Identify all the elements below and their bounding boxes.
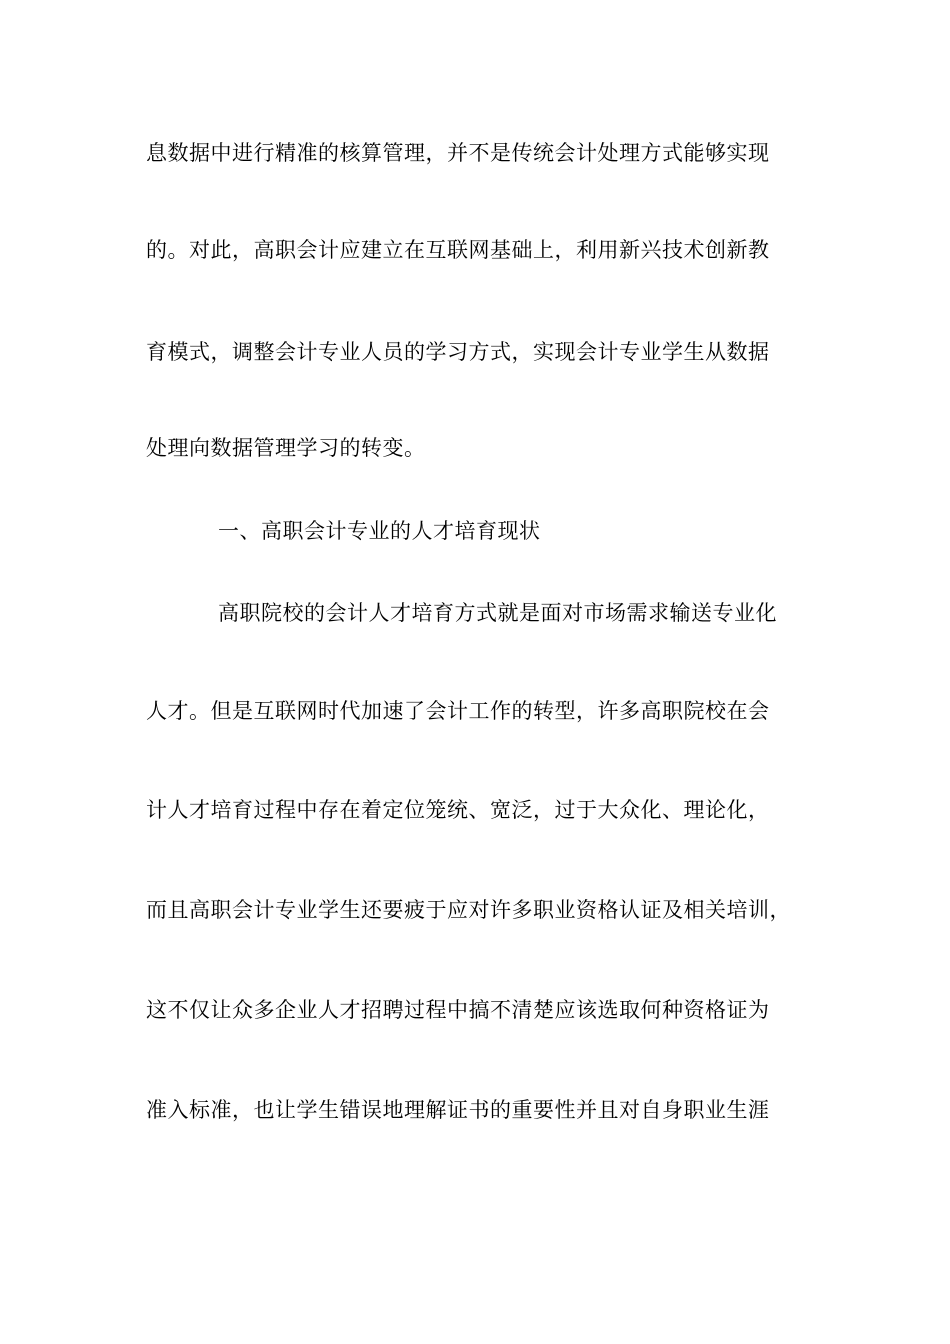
paragraph-line: 息数据中进行精准的核算管理，并不是传统会计处理方式能够实现 [146, 141, 770, 165]
paragraph-line: 的。对此，高职会计应建立在互联网基础上，利用新兴技术创新教 [146, 238, 770, 262]
paragraph-line: 育模式，调整会计专业人员的学习方式，实现会计专业学生从数据 [146, 340, 770, 364]
paragraph-line: 计人才培育过程中存在着定位笼统、宽泛，过于大众化、理论化， [146, 798, 770, 822]
paragraph-line: 准入标准，也让学生错误地理解证书的重要性并且对自身职业生涯 [146, 1098, 770, 1122]
paragraph-line: 高职院校的会计人才培育方式就是面对市场需求输送专业化 [218, 601, 777, 625]
paragraph-line: 这不仅让众多企业人才招聘过程中搞不清楚应该选取何种资格证为 [146, 998, 770, 1022]
section-heading: 一、高职会计专业的人才培育现状 [218, 519, 541, 543]
paragraph-line: 而且高职会计专业学生还要疲于应对许多职业资格认证及相关培训， [146, 898, 791, 922]
paragraph-line: 处理向数据管理学习的转变。 [146, 436, 426, 460]
paragraph-line: 人才。但是互联网时代加速了会计工作的转型，许多高职院校在会 [146, 699, 770, 723]
